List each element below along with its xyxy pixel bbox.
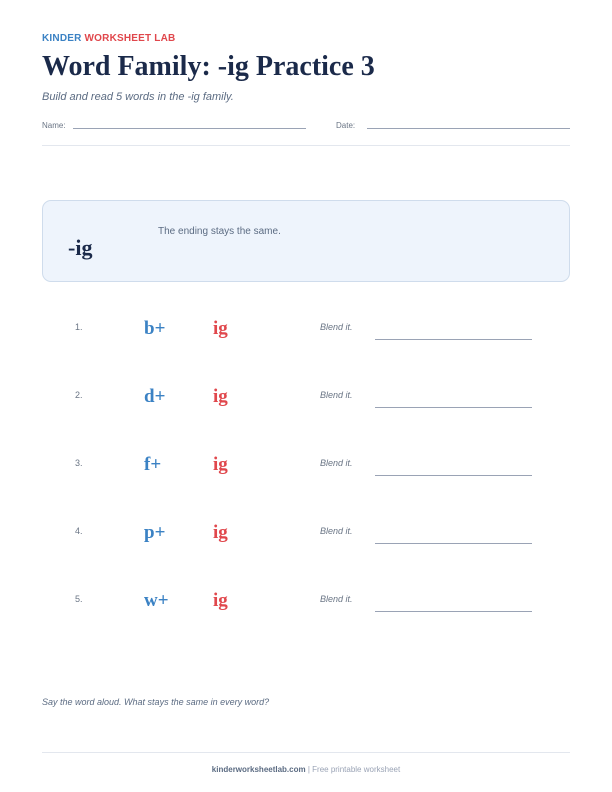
rime-ending: ig bbox=[213, 522, 228, 543]
page-footer bbox=[0, 765, 612, 774]
footer-tagline: Free printable worksheet bbox=[312, 765, 401, 774]
blend-hint: Blend it. bbox=[320, 390, 353, 400]
onset-letter: b+ bbox=[144, 318, 166, 339]
header-divider bbox=[42, 145, 570, 146]
word-family-pattern: -ig bbox=[68, 235, 93, 260]
answer-line[interactable] bbox=[375, 543, 532, 544]
answer-line[interactable] bbox=[375, 339, 532, 340]
name-field[interactable] bbox=[73, 128, 306, 129]
rime-ending: ig bbox=[213, 590, 228, 611]
rime-ending: ig bbox=[213, 318, 228, 339]
footer-divider bbox=[42, 752, 570, 753]
row-number: 5. bbox=[75, 594, 83, 604]
name-label: Name: bbox=[42, 121, 66, 130]
footer-separator: | bbox=[305, 765, 313, 774]
brand-name-part1: KINDER bbox=[42, 33, 82, 44]
brand-logo bbox=[42, 33, 175, 44]
rime-ending: ig bbox=[213, 386, 228, 407]
word-family-note: The ending stays the same. bbox=[158, 226, 281, 237]
blend-hint: Blend it. bbox=[320, 526, 353, 536]
footer-site-link[interactable]: kinderworksheetlab.com bbox=[211, 765, 306, 774]
answer-line[interactable] bbox=[375, 407, 532, 408]
onset-letter: f+ bbox=[144, 454, 162, 475]
page-subtitle: Build and read 5 words in the -ig family. bbox=[42, 91, 234, 103]
row-number: 2. bbox=[75, 390, 83, 400]
onset-letter: d+ bbox=[144, 386, 166, 407]
word-family-box bbox=[42, 200, 570, 282]
answer-line[interactable] bbox=[375, 475, 532, 476]
onset-letter: w+ bbox=[144, 590, 169, 611]
blend-hint: Blend it. bbox=[320, 322, 353, 332]
answer-line[interactable] bbox=[375, 611, 532, 612]
reflection-prompt: Say the word aloud. What stays the same in every word? bbox=[42, 697, 270, 707]
page-title: Word Family: -ig Practice 3 bbox=[42, 51, 375, 82]
blend-hint: Blend it. bbox=[320, 458, 353, 468]
onset-letter: p+ bbox=[144, 522, 166, 543]
date-label: Date: bbox=[336, 121, 356, 130]
row-number: 1. bbox=[75, 322, 83, 332]
blend-hint: Blend it. bbox=[320, 594, 353, 604]
rime-ending: ig bbox=[213, 454, 228, 475]
row-number: 3. bbox=[75, 458, 83, 468]
row-number: 4. bbox=[75, 526, 83, 536]
brand-name-part2: WORKSHEET LAB bbox=[84, 33, 176, 44]
date-field[interactable] bbox=[367, 128, 570, 129]
